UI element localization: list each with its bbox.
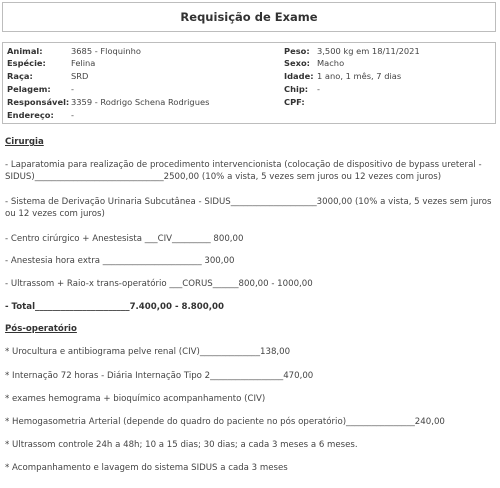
patient-info-box <box>2 42 496 124</box>
surgery-item: - Centro cirúrgico + Anestesista ___CIV_________ 800,00 <box>5 234 244 244</box>
postop-item: * Ultrassom controle 24h a 48h; 10 a 15 dias; 30 dias; a cada 3 meses a 6 meses. <box>5 440 358 450</box>
animal-label: Animal: <box>7 46 43 56</box>
title-box <box>2 2 496 32</box>
animal-value: 3685 - Floquinho <box>71 46 141 56</box>
postop-heading: Pós-operatório <box>5 324 77 334</box>
postop-item: * Hemogasometria Arterial (depende do quadro do paciente no pós operatório)________________240,00 <box>5 417 445 427</box>
surgery-heading: Cirurgia <box>5 137 44 147</box>
address-label: Endereço: <box>7 110 54 120</box>
surgery-item: - Sistema de Derivação Urinaria Subcutânea - SIDUS____________________3000,00 (10% a vista, 5 vezes sem juros ou 12 vezes com juros) <box>5 197 492 219</box>
chip-label: Chip: <box>284 84 309 94</box>
coat-label: Pelagem: <box>7 84 51 94</box>
sex-label: Sexo: <box>284 58 310 68</box>
cpf-label: CPF: <box>284 97 305 107</box>
age-value: 1 ano, 1 mês, 7 dias <box>317 71 402 81</box>
species-label: Espécie: <box>7 58 46 68</box>
species-value: Felina <box>71 58 96 68</box>
address-value: - <box>71 110 74 120</box>
weight-value: 3,500 kg em 18/11/2021 <box>317 46 420 56</box>
postop-item: * exames hemograma + bioquímico acompanhamento (CIV) <box>5 394 266 404</box>
document-title: Requisição de Exame <box>180 10 318 24</box>
coat-value: - <box>71 84 74 94</box>
postop-item: * Internação 72 horas - Diária Internação Tipo 2_________________470,00 <box>5 371 314 381</box>
responsible-value: 3359 - Rodrigo Schena Rodrigues <box>71 97 210 107</box>
surgery-total: - Total______________________7.400,00 - 8.800,00 <box>5 302 224 312</box>
breed-value: SRD <box>71 71 89 81</box>
surgery-item: - Laparatomia para realização de procedimento intervencionista (colocação de dispositivo de bypass ureteral - SIDUS)______________________________2500,00 (10% a vista, 5 vezes sem juros ou 12 vezes com juros) <box>5 160 482 182</box>
surgery-item: - Ultrassom + Raio-x trans-operatório ___CORUS______800,00 - 1000,00 <box>5 279 313 289</box>
postop-item: * Acompanhamento e lavagem do sistema SIDUS a cada 3 meses <box>5 463 288 473</box>
breed-label: Raça: <box>7 71 33 81</box>
sex-value: Macho <box>317 58 345 68</box>
postop-item: * Urocultura e antibiograma pelve renal (CIV)______________138,00 <box>5 347 291 357</box>
chip-value: - <box>317 84 320 94</box>
age-label: Idade: <box>284 71 314 81</box>
responsible-label: Responsável: <box>7 97 70 107</box>
surgery-item: - Anestesia hora extra _______________________ 300,00 <box>5 256 235 266</box>
weight-label: Peso: <box>284 46 310 56</box>
